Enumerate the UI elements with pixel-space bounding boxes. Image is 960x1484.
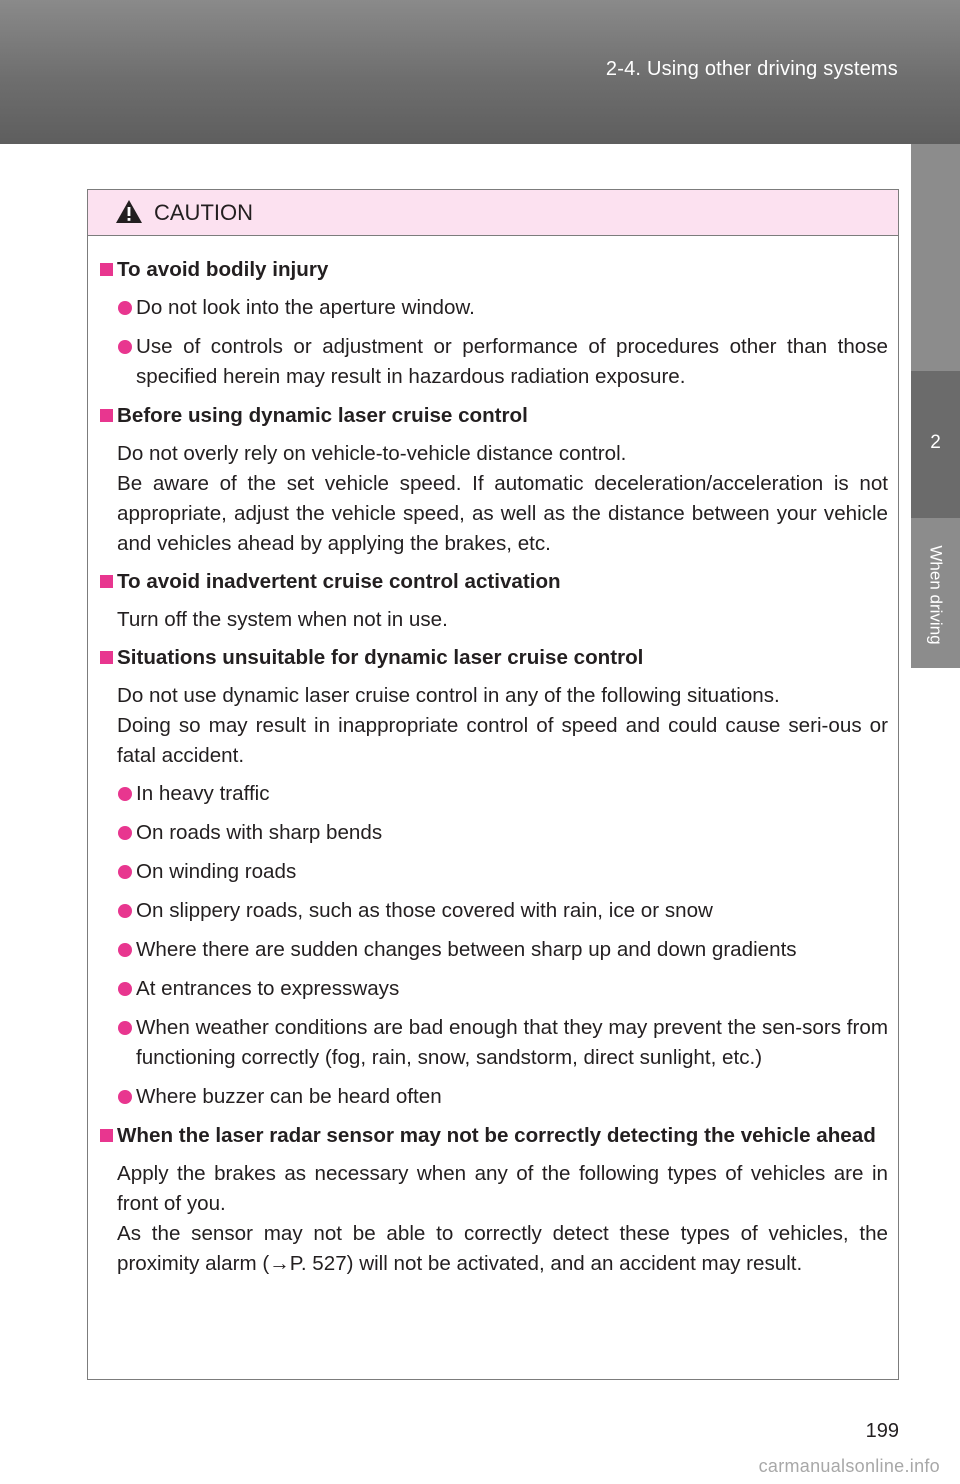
circle-bullet-icon bbox=[118, 340, 132, 354]
list-item bbox=[100, 974, 888, 1004]
paragraph-line: Do not overly rely on vehicle-to-vehicle distance control. bbox=[117, 442, 627, 465]
square-bullet-icon bbox=[100, 651, 113, 664]
list-item bbox=[100, 779, 888, 809]
paragraph-line: Apply the brakes as necessary when any of the following types of vehicles are in front of you. bbox=[117, 1162, 888, 1215]
square-bullet-icon bbox=[100, 263, 113, 276]
page-number: 199 bbox=[865, 1420, 899, 1442]
warning-triangle-icon bbox=[115, 199, 143, 224]
list-item-text: At entrances to expressways bbox=[136, 977, 400, 1000]
paragraph-line: Turn off the system when not in use. bbox=[117, 608, 448, 631]
section-heading bbox=[100, 1121, 888, 1151]
paragraph-line: Do not use dynamic laser cruise control in any of the following situations. bbox=[117, 684, 780, 707]
section-heading bbox=[100, 643, 888, 673]
list-item bbox=[100, 1013, 888, 1073]
list-item-text: Where buzzer can be heard often bbox=[136, 1085, 442, 1108]
heading-text: To avoid bodily injury bbox=[117, 258, 329, 281]
page-header-band bbox=[0, 0, 960, 144]
list-item-text: On slippery roads, such as those covered with rain, ice or snow bbox=[136, 899, 713, 922]
caution-body bbox=[88, 236, 898, 1279]
caution-header bbox=[88, 190, 898, 236]
caution-title: CAUTION bbox=[154, 200, 253, 225]
circle-bullet-icon bbox=[118, 865, 132, 879]
list-item bbox=[100, 818, 888, 848]
section-title: 2-4. Using other driving systems bbox=[605, 58, 898, 80]
section-heading bbox=[100, 567, 888, 597]
paragraph bbox=[100, 605, 888, 635]
list-item bbox=[100, 896, 888, 926]
square-bullet-icon bbox=[100, 1129, 113, 1142]
side-tab-top bbox=[911, 144, 960, 371]
caution-box bbox=[87, 189, 899, 1380]
circle-bullet-icon bbox=[118, 1090, 132, 1104]
heading-text: To avoid inadvertent cruise control activation bbox=[117, 570, 561, 593]
heading-text: Before using dynamic laser cruise control bbox=[117, 404, 528, 427]
square-bullet-icon bbox=[100, 575, 113, 588]
list-item bbox=[100, 1082, 888, 1112]
chapter-label: When driving bbox=[926, 545, 946, 645]
chapter-number: 2 bbox=[930, 432, 941, 453]
paragraph-line: As the sensor may not be able to correctly detect these types of vehicles, the proximity alarm (→P. 527) will not be activated, and an accident may result. bbox=[117, 1222, 888, 1275]
list-item-text: Use of controls or adjustment or performance of procedures other than those specified herein may result in hazardous radiation exposure. bbox=[136, 335, 888, 388]
chapter-label-wrapper bbox=[911, 530, 960, 660]
paragraph-line: Be aware of the set vehicle speed. If automatic deceleration/acceleration is not appropriate, adjust the vehicle speed, as well as the distance between your vehicle and vehicles ahead by applying the brakes, etc. bbox=[117, 472, 888, 555]
watermark: carmanualsonline.info bbox=[758, 1456, 940, 1476]
list-item-text: When weather conditions are bad enough that they may prevent the sen-sors from functioning correctly (fog, rain, snow, sandstorm, direct sunlight, etc.) bbox=[136, 1016, 888, 1069]
heading-text: Situations unsuitable for dynamic laser cruise control bbox=[117, 646, 644, 669]
list-item-text: Do not look into the aperture window. bbox=[136, 296, 475, 319]
circle-bullet-icon bbox=[118, 301, 132, 315]
paragraph-line: Doing so may result in inappropriate control of speed and could cause seri-ous or fatal accident. bbox=[117, 714, 888, 767]
section-heading bbox=[100, 255, 888, 285]
list-item-text: In heavy traffic bbox=[136, 782, 270, 805]
list-item bbox=[100, 857, 888, 887]
square-bullet-icon bbox=[100, 409, 113, 422]
list-item-text: Where there are sudden changes between sharp up and down gradients bbox=[136, 938, 797, 961]
list-item bbox=[100, 935, 888, 965]
section-heading bbox=[100, 401, 888, 431]
list-item bbox=[100, 332, 888, 392]
paragraph bbox=[100, 1159, 888, 1279]
circle-bullet-icon bbox=[118, 982, 132, 996]
heading-text: When the laser radar sensor may not be correctly detecting the vehicle ahead bbox=[117, 1124, 876, 1147]
circle-bullet-icon bbox=[118, 787, 132, 801]
paragraph bbox=[100, 681, 888, 771]
paragraph bbox=[100, 439, 888, 559]
circle-bullet-icon bbox=[118, 904, 132, 918]
circle-bullet-icon bbox=[118, 1021, 132, 1035]
list-item bbox=[100, 293, 888, 323]
circle-bullet-icon bbox=[118, 826, 132, 840]
circle-bullet-icon bbox=[118, 943, 132, 957]
list-item-text: On winding roads bbox=[136, 860, 297, 883]
list-item-text: On roads with sharp bends bbox=[136, 821, 383, 844]
